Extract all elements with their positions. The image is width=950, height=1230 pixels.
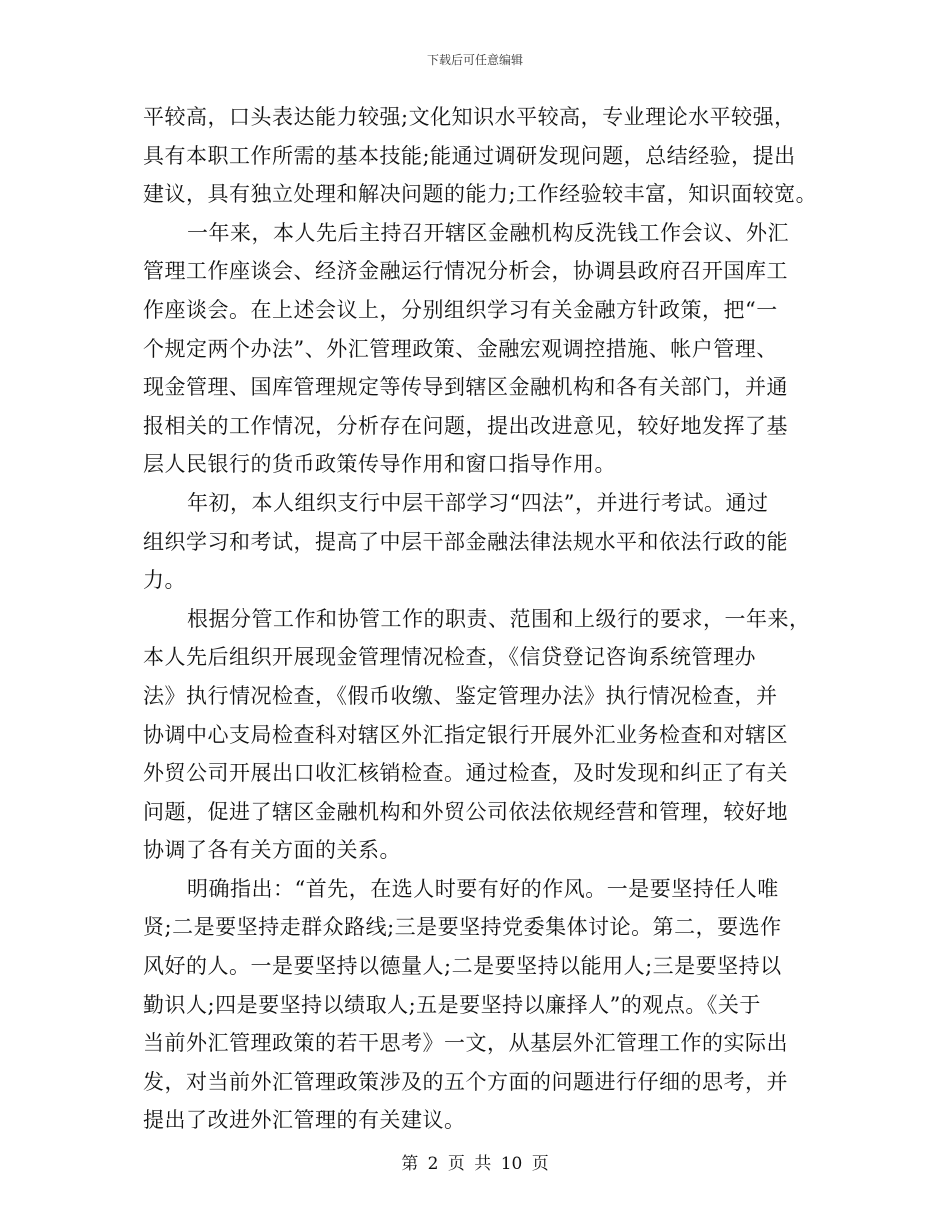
text-line: 法》执行情况检查，《假币收缴、鉴定管理办法》执行情况检查，并 xyxy=(143,683,778,708)
text-line: 报相关的工作情况，分析存在问题，提出改进意见，较好地发挥了基 xyxy=(143,413,788,438)
paragraph-2 xyxy=(143,214,823,484)
text-line: 外贸公司开展出口收汇核销检查。通过检查，及时发现和纠正了有关 xyxy=(143,761,788,786)
text-line: 力。 xyxy=(143,568,186,593)
text-line: 组织学习和考试，提高了中层干部金融法律法规水平和依法行政的能 xyxy=(143,529,788,554)
text-line: 平较高，口头表达能力较强;文化知识水平较高，专业理论水平较强， xyxy=(143,105,796,129)
text-line: 现金管理、国库管理规定等传导到辖区金融机构和各有关部门，并通 xyxy=(143,375,788,400)
paragraph-4 xyxy=(143,600,823,870)
text-line: 勤识人;四是要坚持以绩取人;五是要坚持以廉择人”的观点。《关于 xyxy=(143,992,761,1017)
text-line: 本人先后组织开展现金管理情况检查，《信贷登记咨询系统管理办 xyxy=(143,645,756,670)
text-line: 一年来，本人先后主持召开辖区金融机构反洗钱工作会议、外汇 xyxy=(187,220,789,245)
text-line: 层人民银行的货币政策传导作用和窗口指导作用。 xyxy=(143,452,616,477)
document-body xyxy=(143,98,823,1140)
text-line: 作座谈会。在上述会议上，分别组织学习有关金融方针政策，把“一 xyxy=(143,297,778,322)
text-line: 贤;二是要坚持走群众路线;三是要坚持党委集体讨论。第二，要选作 xyxy=(143,915,782,940)
text-line: 发，对当前外汇管理政策涉及的五个方面的问题进行仔细的思考，并 xyxy=(143,1069,788,1094)
text-line: 具有本职工作所需的基本技能;能通过调研发现问题，总结经验，提出 xyxy=(143,143,796,168)
text-line: 管理工作座谈会、经济金融运行情况分析会，协调县政府召开国库工 xyxy=(143,259,788,284)
text-line: 协调了各有关方面的关系。 xyxy=(143,838,401,863)
text-line: 问题，促进了辖区金融机构和外贸公司依法依规经营和管理，较好地 xyxy=(143,799,788,824)
text-line: 当前外汇管理政策的若干思考》一文，从基层外汇管理工作的实际出 xyxy=(143,1031,788,1056)
text-line: 年初，本人组织支行中层干部学习“四法”，并进行考试。通过 xyxy=(187,490,769,515)
paragraph-3 xyxy=(143,484,823,600)
paragraph-5 xyxy=(143,870,823,1140)
text-line: 风好的人。一是要坚持以德量人;二是要坚持以能用人;三是要坚持以 xyxy=(143,954,782,979)
text-line: 建议，具有独立处理和解决问题的能力;工作经验较丰富，知识面较宽。 xyxy=(143,182,818,207)
text-line: 明确指出：“首先，在选人时要有好的作风。一是要坚持任人唯 xyxy=(187,876,779,901)
page-number: 第 2 页 共 10 页 xyxy=(401,1154,549,1174)
paragraph-1 xyxy=(143,98,823,214)
page-header-note: 下载后可任意编辑 xyxy=(426,53,523,67)
text-line: 个规定两个办法”、外汇管理政策、金融宏观调控措施、帐户管理、 xyxy=(143,336,778,361)
text-line: 协调中心支局检查科对辖区外汇指定银行开展外汇业务检查和对辖区 xyxy=(143,722,788,747)
text-line: 根据分管工作和协管工作的职责、范围和上级行的要求，一年来， xyxy=(187,606,811,631)
text-line: 提出了改进外汇管理的有关建议。 xyxy=(143,1108,466,1133)
